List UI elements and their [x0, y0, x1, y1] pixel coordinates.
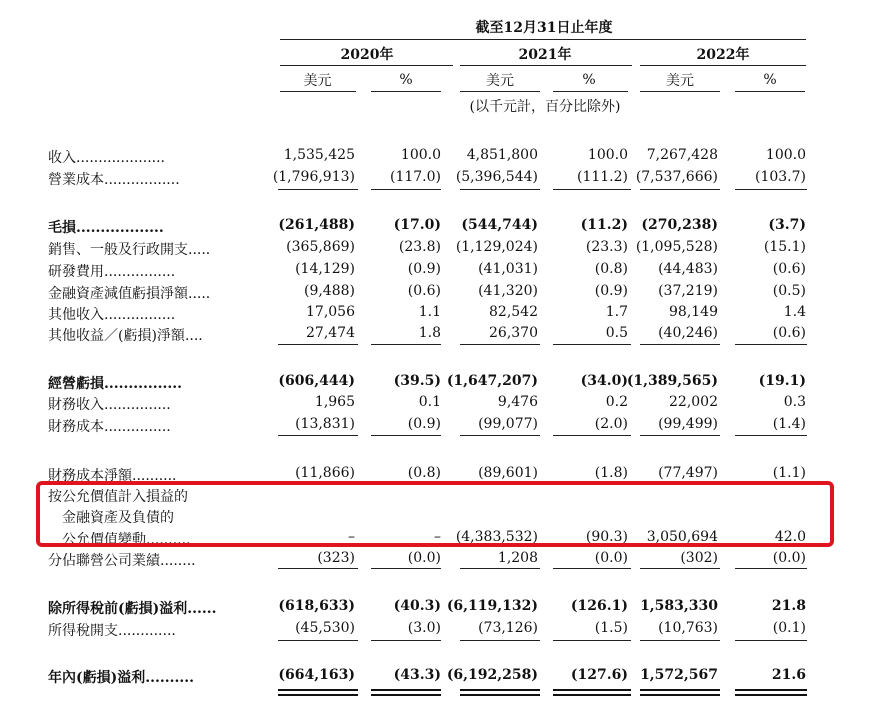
- cell-value: (0.9): [594, 283, 628, 299]
- row-label: [48, 261, 175, 281]
- cell-value: (127.6): [570, 667, 628, 683]
- year-2021: 2021年: [518, 47, 572, 63]
- cell-value: (126.1): [570, 598, 628, 614]
- cell-value: (3.7): [768, 217, 806, 233]
- cell-value: (41,031): [478, 261, 538, 277]
- cell-value: 3,050,694: [646, 529, 718, 545]
- subtotal-rule: [553, 344, 631, 345]
- unit-note: (以千元計，百分比除外): [469, 99, 621, 115]
- subtotal-rule: [640, 640, 720, 641]
- cell-value: 1.8: [418, 325, 441, 341]
- sub-rule: [735, 91, 805, 92]
- total-double-rule: [371, 689, 441, 696]
- year-rule-2021: [460, 65, 632, 66]
- cell-value: 1,583,330: [640, 598, 718, 614]
- row-label-text: 年內(虧損)溢利: [48, 670, 146, 686]
- row-leader-dots: ..........: [132, 468, 177, 484]
- subtotal-rule: [278, 640, 358, 641]
- cell-value: (302): [680, 550, 718, 566]
- row-leader-dots: ................: [104, 307, 176, 323]
- cell-value: 100.0: [765, 147, 806, 163]
- cell-value: (13,831): [295, 416, 355, 432]
- cell-value: (1.4): [772, 416, 806, 432]
- cell-value: (1.8): [594, 465, 628, 481]
- cell-value: 9,476: [497, 394, 538, 410]
- subtotal-rule: [460, 344, 540, 345]
- subtotal-rule: [640, 435, 720, 436]
- cell-value: 42.0: [774, 529, 806, 545]
- row-leader-dots: .................: [104, 172, 180, 188]
- row-label-text: 其他收益／(虧損)淨額: [48, 328, 185, 344]
- cell-value: (365,869): [286, 239, 355, 255]
- subtotal-rule: [735, 568, 807, 569]
- cell-value: (3.0): [407, 620, 441, 636]
- sub-rule: [553, 91, 628, 92]
- row-label-text: 財務收入: [48, 397, 104, 413]
- cell-value: 27,474: [306, 325, 355, 341]
- cell-value: (10,763): [658, 620, 718, 636]
- row-leader-dots: ......: [187, 601, 217, 617]
- row-label-text: 財務成本: [48, 419, 104, 435]
- cell-value: (270,238): [641, 217, 718, 233]
- col-pct-2020: %: [399, 72, 413, 88]
- cell-value: 100.0: [587, 147, 628, 163]
- cell-value: 82,542: [489, 304, 538, 320]
- subtotal-rule: [460, 568, 540, 569]
- row-label: [48, 217, 164, 237]
- sub-rule: [640, 91, 720, 92]
- cell-value: 4,851,800: [466, 147, 538, 163]
- row-leader-dots: .............: [118, 623, 176, 639]
- cell-value: (0.0): [594, 550, 628, 566]
- cell-value: (34.0): [580, 373, 628, 389]
- cell-value: (1,389,565): [626, 373, 718, 389]
- cell-value: (99,499): [658, 416, 718, 432]
- col-pct-2022: %: [763, 72, 777, 88]
- row-leader-dots: ..........: [145, 670, 194, 686]
- cell-value: –: [434, 529, 441, 545]
- row-label-text: 除所得稅前(虧損)溢利: [48, 601, 188, 617]
- subtotal-rule: [278, 344, 358, 345]
- row-leader-dots: ....................: [76, 150, 166, 166]
- row-label: [48, 667, 194, 687]
- subtotal-rule: [460, 189, 540, 190]
- cell-value: 1,535,425: [283, 147, 355, 163]
- cell-value: 17,056: [306, 304, 355, 320]
- cell-value: (0.9): [407, 261, 441, 277]
- cell-value: 0.2: [605, 394, 628, 410]
- cell-value: (1,095,528): [635, 239, 718, 255]
- subtotal-rule: [735, 189, 807, 190]
- cell-value: (323): [317, 550, 355, 566]
- subtotal-rule: [553, 568, 631, 569]
- cell-value: (41,320): [478, 283, 538, 299]
- cell-value: (23.3): [585, 239, 628, 255]
- total-double-rule: [460, 689, 540, 696]
- subtotal-rule: [553, 189, 631, 190]
- row-label: [48, 304, 175, 324]
- year-rule-2022: [640, 65, 806, 66]
- row-label: [48, 620, 176, 640]
- cell-value: (1,647,207): [446, 373, 538, 389]
- row-label: [48, 373, 182, 393]
- cell-value: (4,383,532): [455, 529, 538, 545]
- sub-rule: [280, 91, 356, 92]
- row-label-text: 毛損: [48, 220, 76, 236]
- sub-rule: [371, 91, 441, 92]
- subtotal-rule: [553, 640, 631, 641]
- row-label: [48, 550, 196, 570]
- row-label-text: 分佔聯營公司業績: [48, 553, 160, 569]
- row-leader-dots: ........: [160, 553, 196, 569]
- cell-value: (606,444): [278, 373, 355, 389]
- cell-value: (99,077): [478, 416, 538, 432]
- cell-value: 21.6: [771, 667, 806, 683]
- col-usd-2021: 美元: [486, 73, 514, 89]
- cell-value: (1.5): [594, 620, 628, 636]
- cell-value: (23.8): [398, 239, 441, 255]
- total-double-rule: [553, 689, 631, 696]
- cell-value: 1,572,567: [640, 667, 718, 683]
- sub-rule: [460, 91, 540, 92]
- row-label-text: 金融資產減值虧損淨額: [48, 286, 188, 302]
- cell-value: 0.3: [783, 394, 806, 410]
- subtotal-rule: [735, 435, 807, 436]
- cell-value: (14,129): [295, 261, 355, 277]
- period-title: 截至12月31日止年度: [475, 20, 613, 36]
- row-leader-dots: ...............: [104, 419, 171, 435]
- cell-value: (117.0): [389, 169, 441, 185]
- subtotal-rule: [640, 344, 720, 345]
- cell-value: (0.8): [594, 261, 628, 277]
- cell-value: (0.5): [772, 283, 806, 299]
- row-label: [48, 239, 210, 259]
- cell-value: (39.5): [393, 373, 441, 389]
- row-label: [48, 416, 171, 436]
- row-leader-dots: ..........: [146, 532, 191, 548]
- cell-value: (11,866): [295, 465, 355, 481]
- cell-value: 98,149: [669, 304, 718, 320]
- cell-value: (9,488): [303, 283, 355, 299]
- row-label: [48, 394, 171, 414]
- subtotal-rule: [371, 344, 441, 345]
- total-double-rule: [735, 689, 807, 696]
- subtotal-rule: [553, 435, 631, 436]
- cell-value: (15.1): [763, 239, 806, 255]
- row-leader-dots: .....: [188, 286, 211, 302]
- cell-value: 1,965: [314, 394, 355, 410]
- row-label: [48, 325, 203, 345]
- row-label-text: 其他收入: [48, 307, 104, 323]
- subtotal-rule: [735, 640, 807, 641]
- cell-value: (40,246): [658, 325, 718, 341]
- row-leader-dots: ..................: [76, 220, 164, 236]
- year-2022: 2022年: [696, 47, 750, 63]
- cell-value: (0.0): [407, 550, 441, 566]
- subtotal-rule: [278, 435, 358, 436]
- cell-value: (618,633): [278, 598, 355, 614]
- cell-value: (0.6): [772, 261, 806, 277]
- cell-value: (0.0): [772, 550, 806, 566]
- cell-value: (40.3): [393, 598, 441, 614]
- cell-value: 1.1: [418, 304, 441, 320]
- year-rule-2020: [280, 65, 453, 66]
- col-usd-2022: 美元: [666, 73, 694, 89]
- cell-value: (2.0): [594, 416, 628, 432]
- row-label-text: 所得稅開支: [48, 623, 118, 639]
- cell-value: 22,002: [669, 394, 718, 410]
- cell-value: (43.3): [393, 667, 441, 683]
- cell-value: 100.0: [400, 147, 441, 163]
- cell-value: (0.9): [407, 416, 441, 432]
- row-label-text: 銷售、一般及行政開支: [48, 242, 188, 258]
- cell-value: –: [348, 529, 355, 545]
- cell-value: (37,219): [658, 283, 718, 299]
- cell-value: (44,483): [658, 261, 718, 277]
- subtotal-rule: [278, 568, 358, 569]
- subtotal-rule: [371, 189, 441, 190]
- col-usd-2020: 美元: [303, 73, 332, 89]
- cell-value: 0.5: [605, 325, 628, 341]
- cell-value: (90.3): [585, 529, 628, 545]
- cell-value: (1,796,913): [272, 169, 355, 185]
- row-label-text: 收入: [48, 150, 76, 166]
- cell-value: (19.1): [758, 373, 806, 389]
- col-pct-2021: %: [582, 72, 596, 88]
- row-label-text: 公允價值變動: [62, 532, 146, 548]
- total-double-rule: [278, 689, 358, 696]
- subtotal-rule: [640, 568, 720, 569]
- row-label: [48, 169, 180, 189]
- cell-value: 21.8: [771, 598, 806, 614]
- cell-value: (7,537,666): [635, 169, 718, 185]
- total-double-rule: [640, 689, 720, 696]
- cell-value: (0.6): [772, 325, 806, 341]
- subtotal-rule: [371, 435, 441, 436]
- row-label: [48, 147, 165, 167]
- subtotal-rule: [735, 344, 807, 345]
- year-2020: 2020年: [340, 47, 394, 63]
- cell-value: 1,208: [497, 550, 538, 566]
- row-label-text: 研發費用: [48, 264, 104, 280]
- cell-value: (89,601): [478, 465, 538, 481]
- subtotal-rule: [371, 640, 441, 641]
- subtotal-rule: [640, 189, 720, 190]
- cell-value: (0.8): [407, 465, 441, 481]
- subtotal-rule: [460, 435, 540, 436]
- row-leader-dots: ....: [184, 328, 203, 344]
- cell-value: (77,497): [658, 465, 718, 481]
- cell-value: (73,126): [478, 620, 538, 636]
- row-label-text: 經營虧損: [48, 376, 104, 392]
- row-leader-dots: ................: [104, 376, 182, 392]
- cell-value: 26,370: [489, 325, 538, 341]
- cell-value: (0.6): [407, 283, 441, 299]
- cell-value: 1.7: [605, 304, 628, 320]
- subtotal-rule: [460, 640, 540, 641]
- header-rule: [280, 39, 806, 40]
- fair-value-highlight-box: [36, 481, 834, 547]
- row-label-text: 按公允價值計入損益的: [48, 489, 188, 505]
- cell-value: (1.1): [772, 465, 806, 481]
- cell-value: (111.2): [576, 169, 628, 185]
- cell-value: 7,267,428: [646, 147, 718, 163]
- cell-value: 1.4: [783, 304, 806, 320]
- cell-value: (664,163): [278, 667, 355, 683]
- cell-value: (6,119,132): [446, 598, 538, 614]
- cell-value: (5,396,544): [455, 169, 538, 185]
- subtotal-rule: [371, 568, 441, 569]
- cell-value: (0.1): [772, 620, 806, 636]
- cell-value: (6,192,258): [446, 667, 538, 683]
- row-leader-dots: .....: [188, 242, 211, 258]
- cell-value: (11.2): [580, 217, 628, 233]
- cell-value: (17.0): [393, 217, 441, 233]
- cell-value: (45,530): [295, 620, 355, 636]
- row-label-text: 財務成本淨額: [48, 468, 132, 484]
- row-label: [48, 598, 217, 618]
- cell-value: (1,129,024): [455, 239, 538, 255]
- row-leader-dots: ...............: [104, 397, 171, 413]
- subtotal-rule: [278, 189, 358, 190]
- cell-value: (261,488): [278, 217, 355, 233]
- cell-value: (544,744): [461, 217, 538, 233]
- row-label: [48, 283, 210, 303]
- row-label-text: 營業成本: [48, 172, 104, 188]
- row-label-text: 金融資產及負債的: [62, 510, 174, 526]
- row-leader-dots: ................: [104, 264, 176, 280]
- cell-value: (103.7): [754, 169, 806, 185]
- cell-value: 0.1: [418, 394, 441, 410]
